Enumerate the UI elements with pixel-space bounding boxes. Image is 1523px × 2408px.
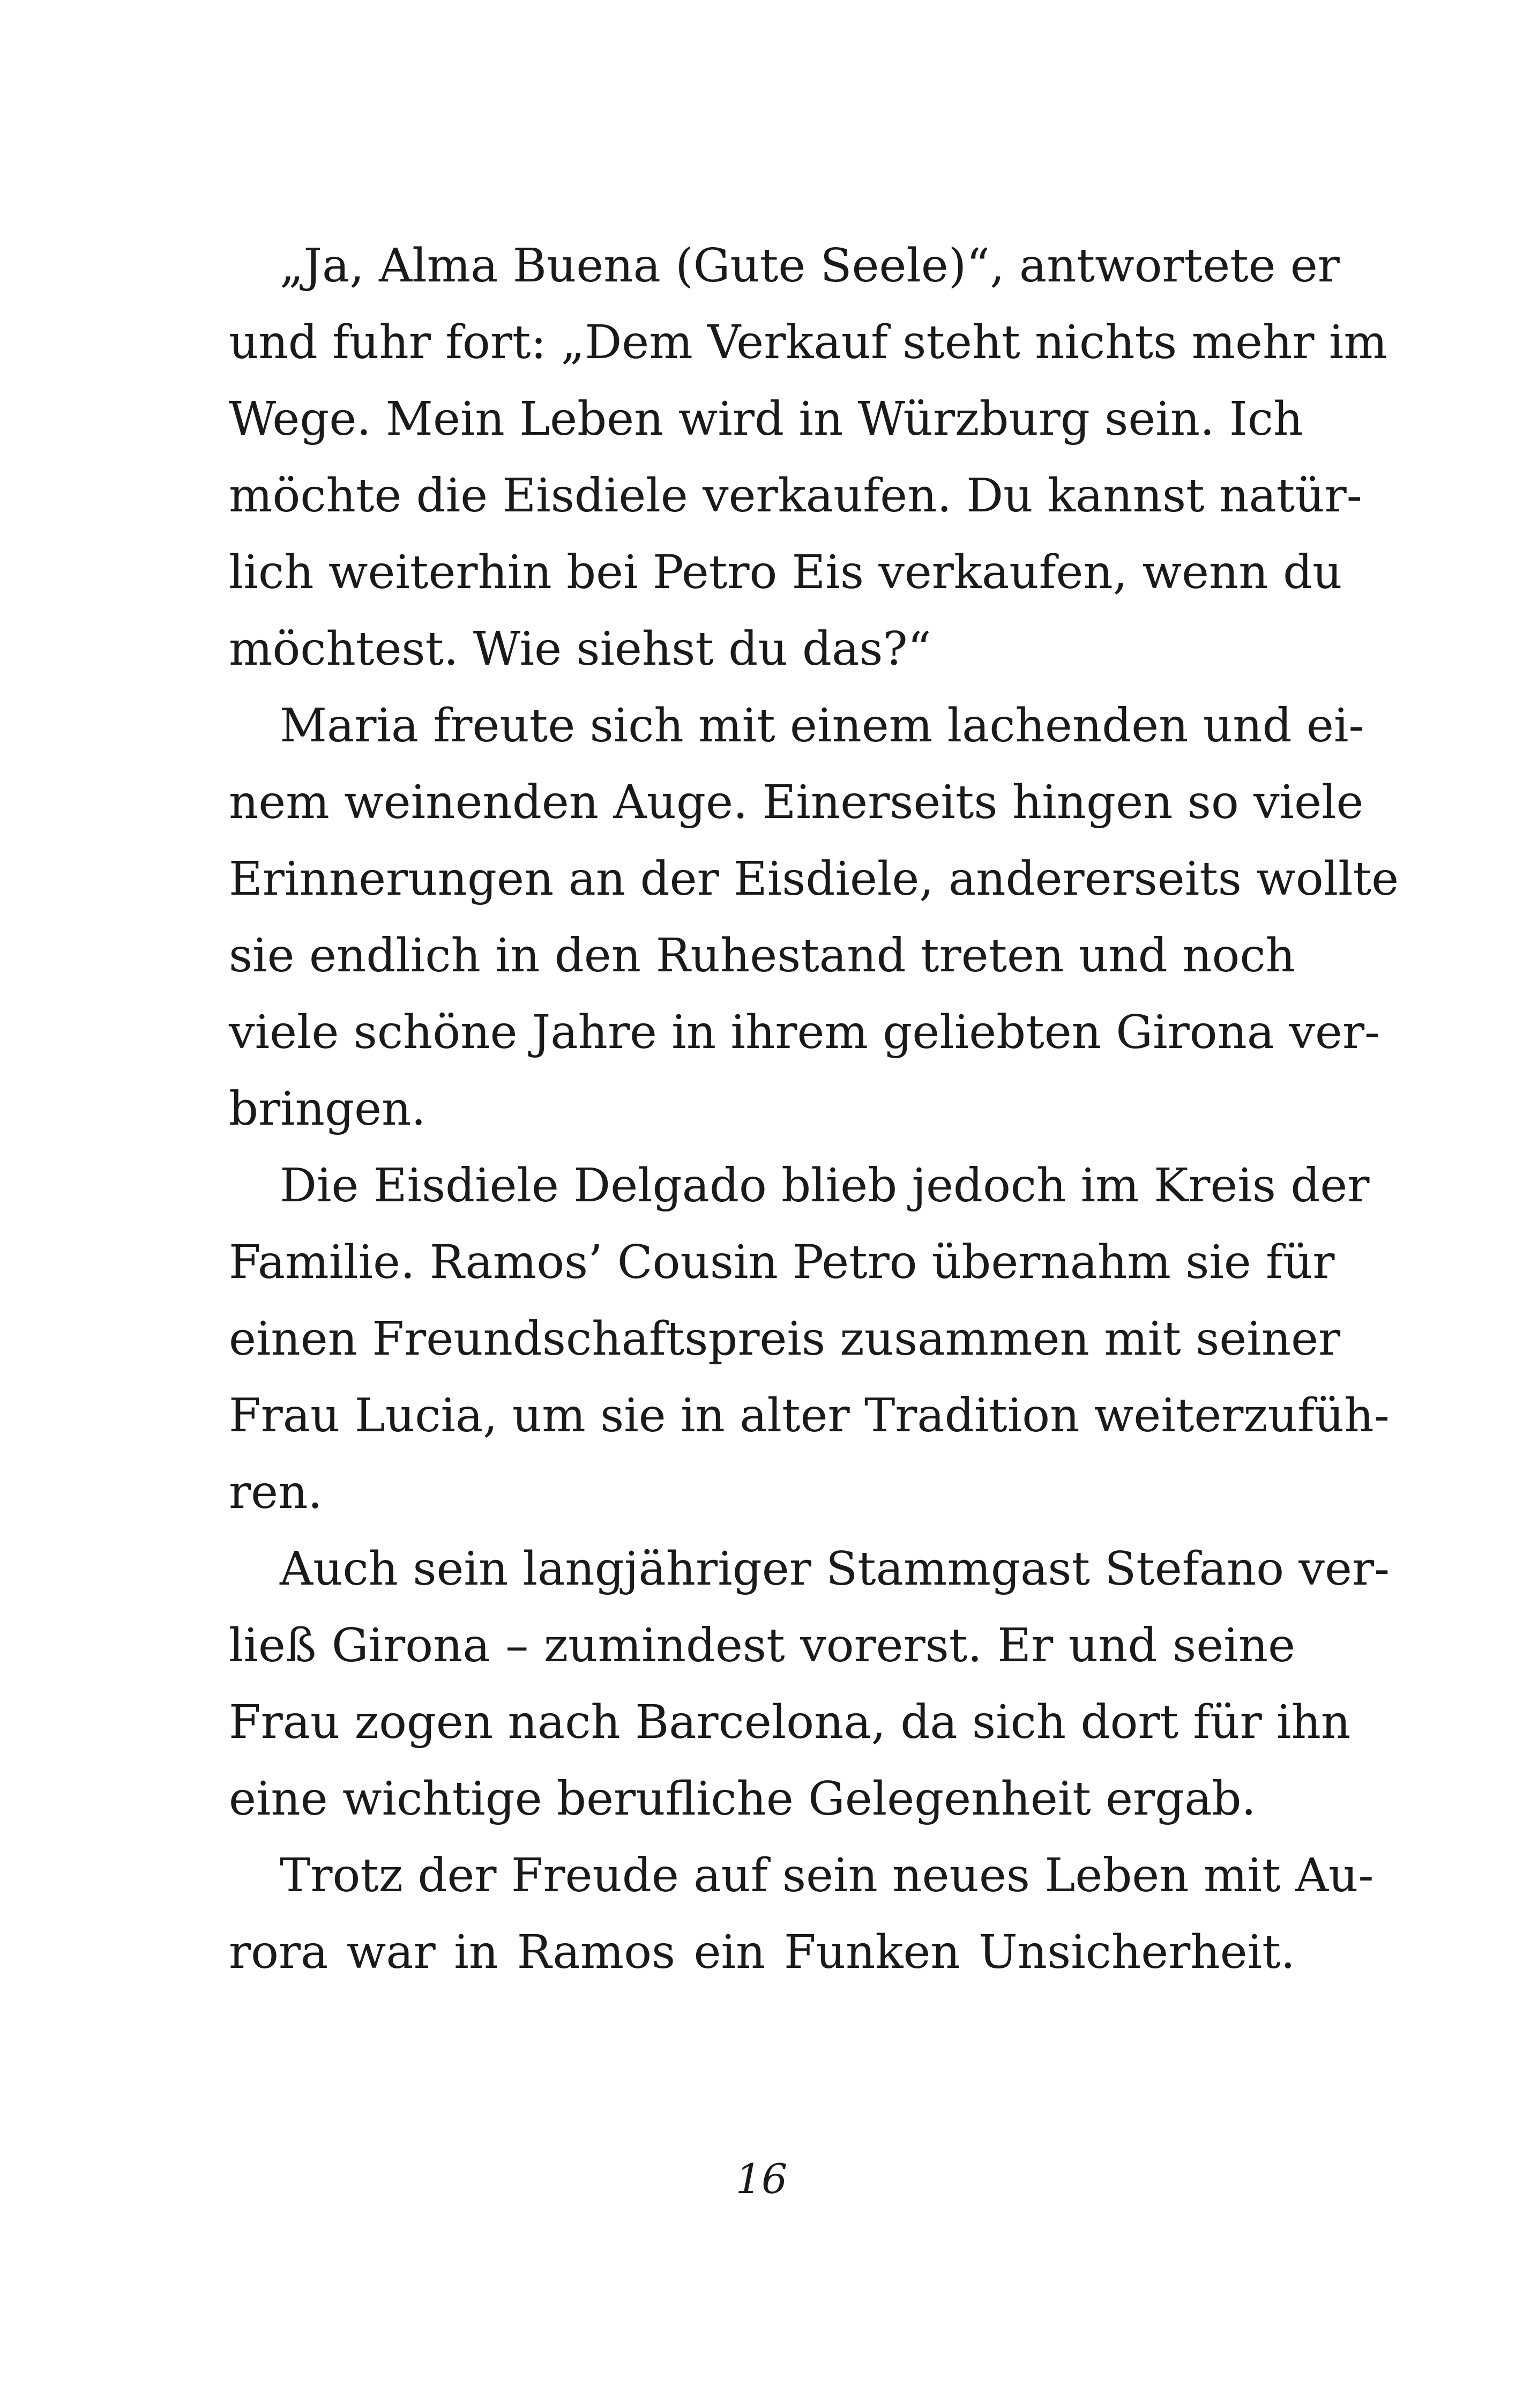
text-line: möchte die Eisdiele verkaufen. Du kannst natür- <box>229 469 1362 523</box>
text-line: bringen. <box>229 1082 426 1136</box>
text-line: „Ja, Alma Buena (Gute Seele)“, antwortete er <box>280 239 1340 293</box>
text-line: Auch sein langjähriger Stammgast Stefano ver- <box>280 1542 1390 1596</box>
text-line: eine wichtige berufliche Gelegenheit ergab. <box>229 1772 1256 1826</box>
text-line: ren. <box>229 1466 323 1519</box>
text-line: Die Eisdiele Delgado blieb jedoch im Kreis der <box>280 1159 1370 1213</box>
text-line: viele schöne Jahre in ihrem geliebten Girona ver- <box>229 1006 1380 1059</box>
text-line: Frau zogen nach Barcelona, da sich dort für ihn <box>229 1696 1351 1749</box>
text-line: Maria freute sich mit einem lachenden und ei- <box>280 699 1364 753</box>
text-line: möchtest. Wie siehst du das?“ <box>229 622 931 676</box>
text-line: ließ Girona – zumindest vorerst. Er und seine <box>229 1619 1295 1673</box>
text-line: und fuhr fort: „Dem Verkauf steht nichts mehr im <box>229 316 1387 369</box>
text-line: sie endlich in den Ruhestand treten und noch <box>229 929 1295 983</box>
text-line: Trotz der Freude auf sein neues Leben mit Au- <box>280 1849 1374 1902</box>
text-line: rora war in Ramos ein Funken Unsicherheit. <box>229 1926 1295 1979</box>
page-number: 16 <box>735 2155 788 2203</box>
text-line: einen Freundschaftspreis zusammen mit seiner <box>229 1312 1341 1366</box>
text-line: nem weinenden Auge. Einerseits hingen so viele <box>229 776 1364 829</box>
body-text <box>229 228 1399 1991</box>
text-line: Wege. Mein Leben wird in Würzburg sein. Ich <box>229 392 1303 446</box>
text-line: Familie. Ramos’ Cousin Petro übernahm sie für <box>229 1236 1335 1289</box>
text-line: lich weiterhin bei Petro Eis verkaufen, wenn du <box>229 546 1342 599</box>
text-line: Frau Lucia, um sie in alter Tradition weiterzufüh- <box>229 1389 1390 1443</box>
text-line: Erinnerungen an der Eisdiele, andererseits wollte <box>229 852 1399 906</box>
